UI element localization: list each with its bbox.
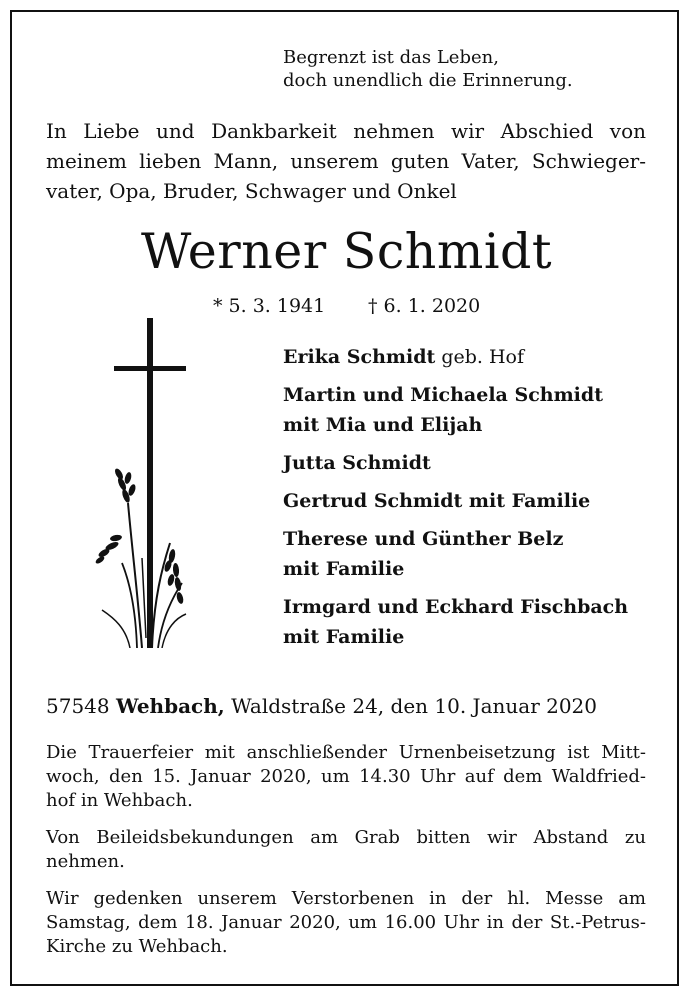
condolence-line: nehmen. (46, 851, 125, 872)
mass-line: Wir gedenken unserem Verstorbenen in der hl. Messe am (46, 888, 646, 909)
mourner-name: Martin und Michaela Schmidt (283, 384, 603, 406)
mourner-name-continued: mit Familie (283, 558, 405, 580)
mourner-entry (283, 524, 628, 584)
mass-info (46, 887, 646, 959)
mourner-entry (283, 486, 628, 516)
intro-line: meinem lieben Mann, unserem guten Vater, Schwieger- (46, 149, 646, 173)
cross-with-wheat-icon (92, 318, 212, 648)
mourner-name-continued: mit Mia und Elijah (283, 414, 483, 436)
town-name: Wehbach, (115, 694, 225, 718)
intro-text (46, 116, 646, 206)
condolence-line: Von Beileidsbekundungen am Grab bitten wir Abstand zu (46, 827, 646, 848)
intro-line: vater, Opa, Bruder, Schwager und Onkel (46, 179, 457, 203)
mourner-name: Jutta Schmidt (283, 452, 431, 474)
funeral-line: woch, den 15. Januar 2020, um 14.30 Uhr auf dem Waldfried- (46, 766, 646, 787)
motto-line: doch unendlich die Erinnerung. (283, 70, 573, 91)
mass-line: Kirche zu Wehbach. (46, 936, 228, 957)
death-date: † 6. 1. 2020 (368, 295, 481, 317)
street-and-date: Waldstraße 24, den 10. Januar 2020 (224, 694, 598, 718)
funeral-line: hof in Wehbach. (46, 790, 193, 811)
mourner-name: Erika Schmidt geb. Hof (283, 346, 525, 368)
intro-line: In Liebe und Dankbarkeit nehmen wir Abschied von (46, 119, 646, 143)
mass-line: Samstag, dem 18. Januar 2020, um 16.00 Uhr in der St.-Petrus- (46, 912, 646, 933)
condolence-note (46, 826, 646, 874)
motto-line: Begrenzt ist das Leben, (283, 47, 499, 68)
funeral-info (46, 741, 646, 813)
birth-date: * 5. 3. 1941 (213, 295, 326, 317)
funeral-line: Die Trauerfeier mit anschließender Urnenbeisetzung ist Mitt- (46, 742, 646, 763)
mourner-entry (283, 342, 628, 372)
mourner-name: Irmgard und Eckhard Fischbach (283, 596, 629, 618)
mourner-name-continued: mit Familie (283, 626, 405, 648)
address-line (46, 692, 597, 720)
zip-code: 57548 (46, 694, 110, 718)
motto (283, 46, 573, 92)
mourners-list (283, 342, 628, 660)
mourner-name: Therese und Günther Belz (283, 528, 564, 550)
deceased-name: Werner Schmidt (140, 223, 553, 280)
mourner-entry (283, 448, 628, 478)
maiden-name: geb. Hof (435, 346, 525, 368)
mourner-entry (283, 380, 628, 440)
mourner-name: Gertrud Schmidt mit Familie (283, 490, 591, 512)
mourner-entry (283, 592, 628, 652)
